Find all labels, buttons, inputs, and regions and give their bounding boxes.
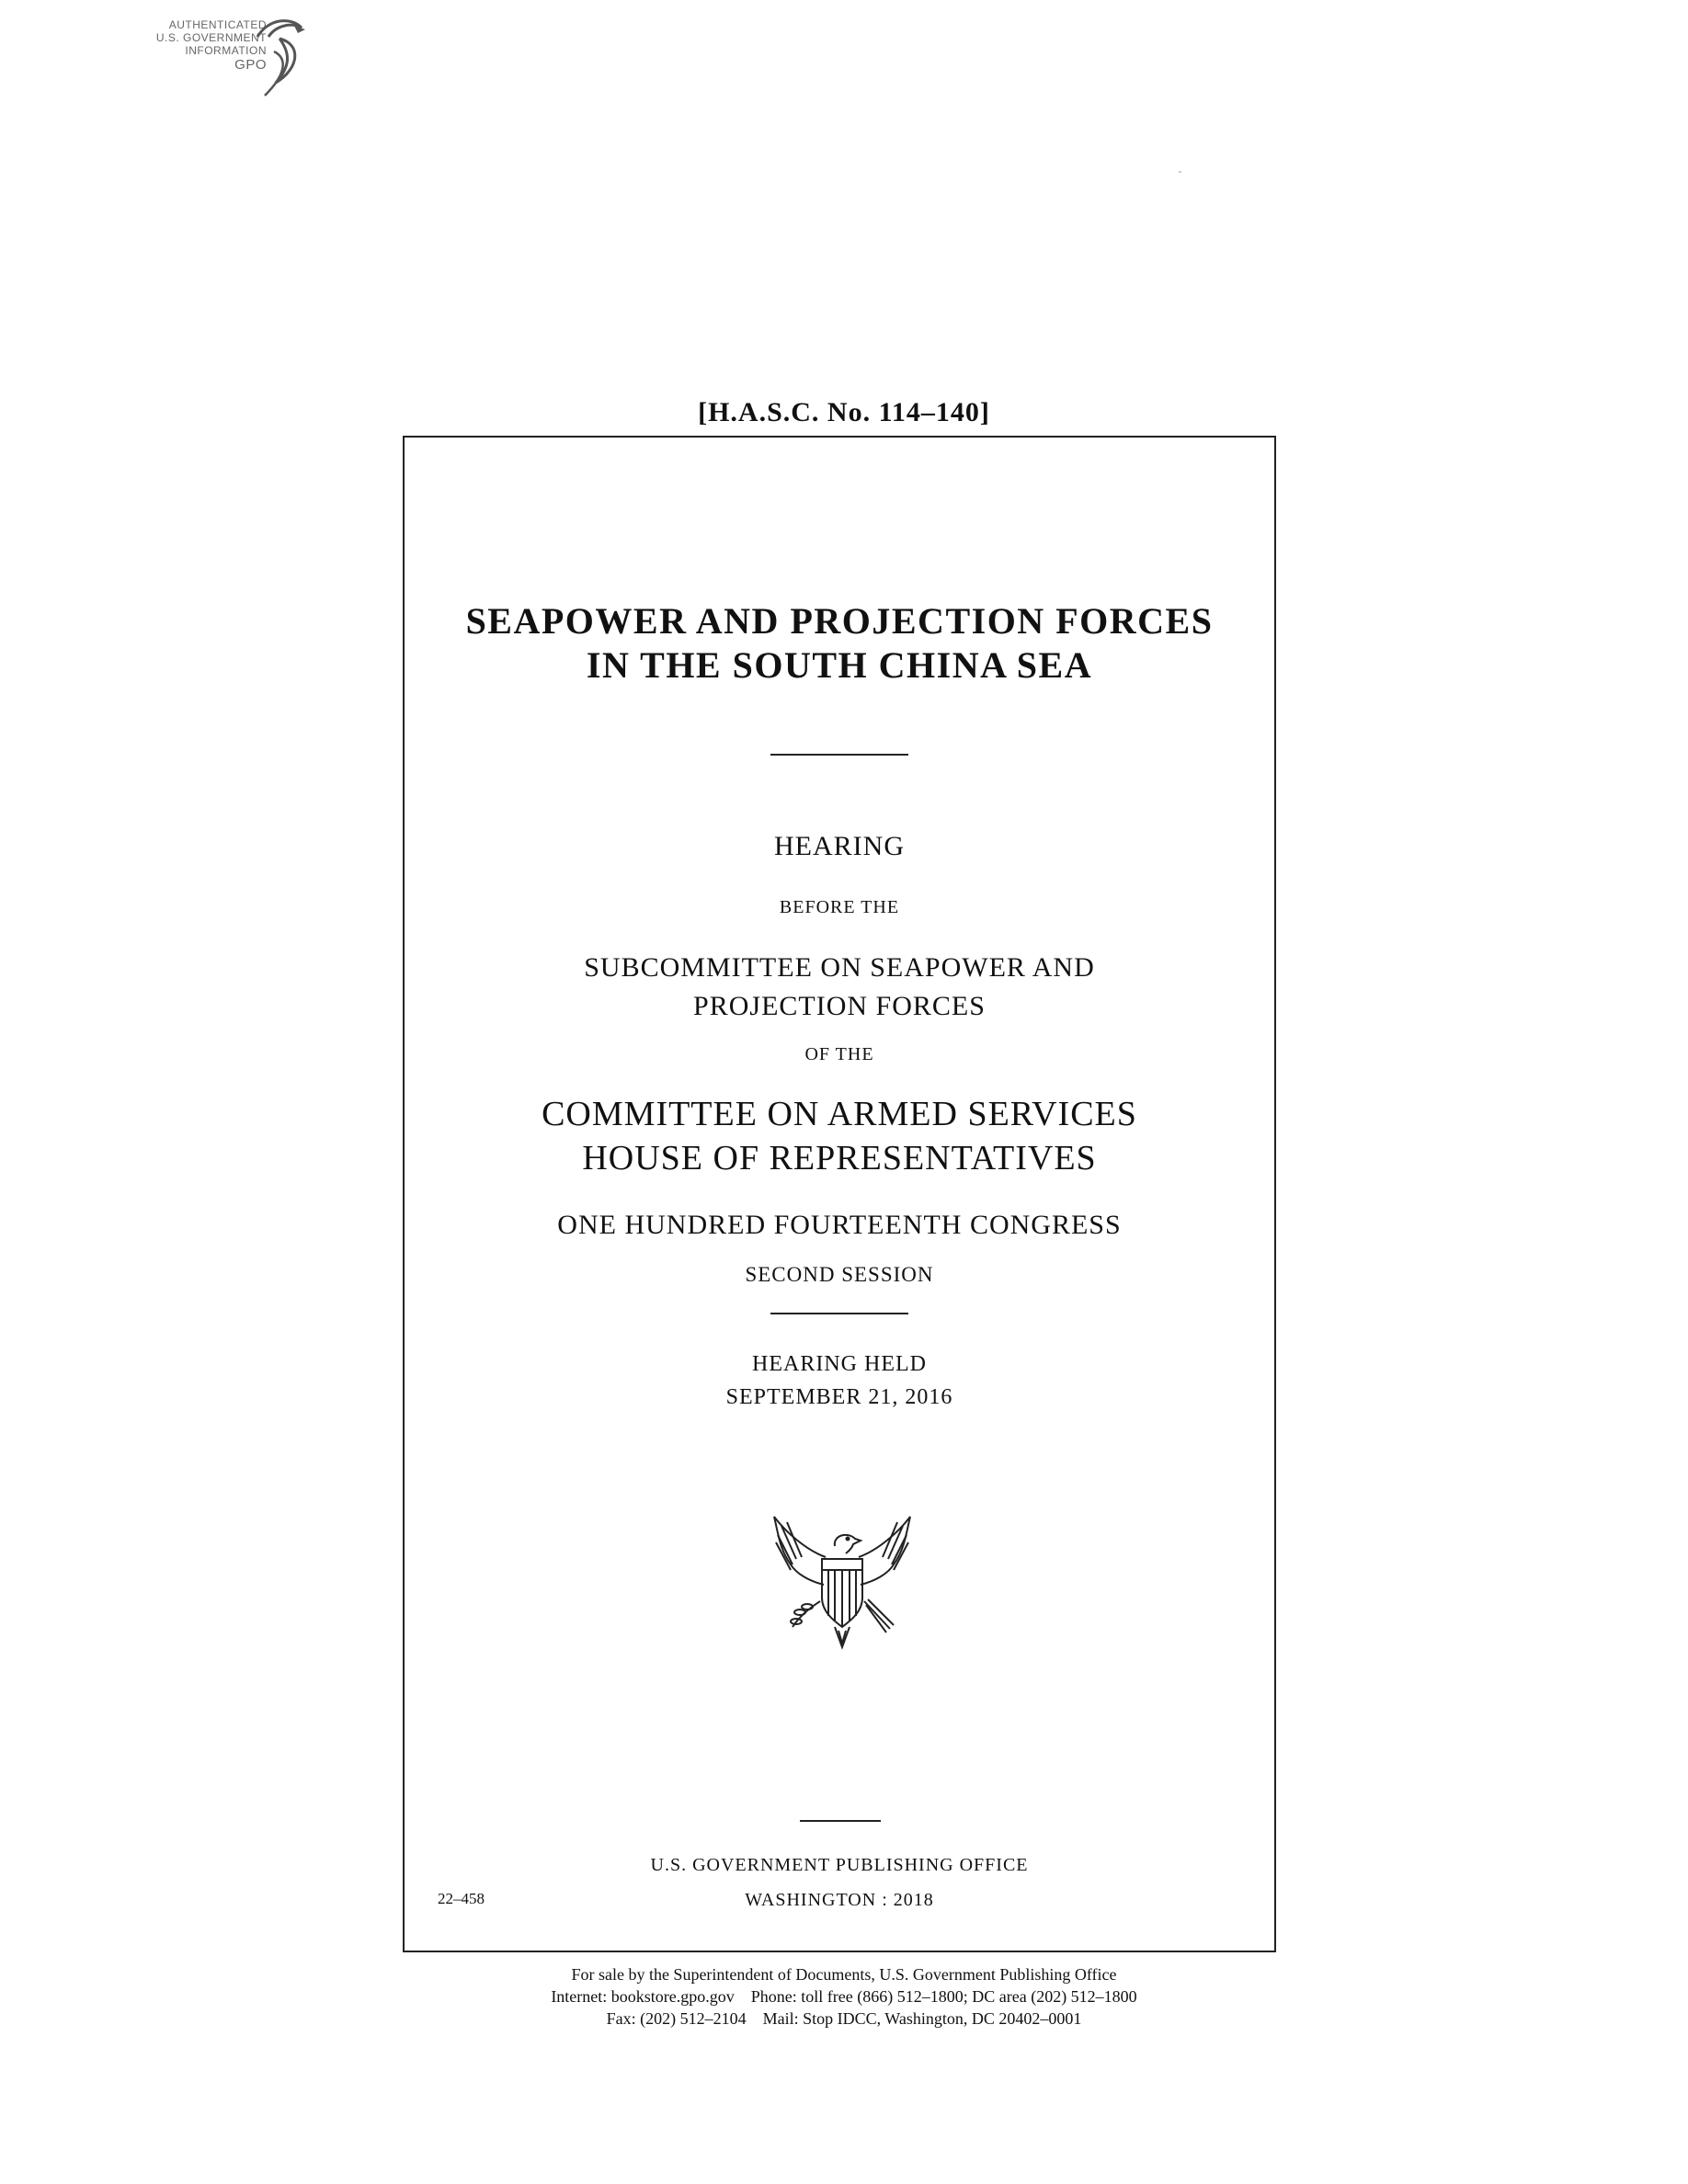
hearing-label: HEARING [774, 831, 905, 861]
footer-line1: For sale by the Superintendent of Documents, U.S. Government Publishing Office [571, 1965, 1117, 1984]
gpo-logo-mark: GPO [234, 57, 267, 73]
jacket-number: 22–458 [438, 1890, 485, 1907]
divider-rule [800, 1820, 881, 1822]
committee-line1: COMMITTEE ON ARMED SERVICES [542, 1095, 1137, 1133]
divider-rule [770, 754, 908, 756]
subcommittee-line2: PROJECTION FORCES [693, 991, 986, 1021]
sales-information-footer [0, 1963, 1688, 2030]
hearing-title-line1: SEAPOWER AND PROJECTION FORCES [465, 600, 1214, 642]
gpo-eagle-swoosh-icon [248, 11, 313, 99]
committee-line2: HOUSE OF REPRESENTATIVES [582, 1139, 1097, 1177]
subcommittee-line1: SUBCOMMITTEE ON SEAPOWER AND [584, 952, 1095, 983]
subcommittee-name [405, 949, 1274, 1026]
hearing-date: SEPTEMBER 21, 2016 [725, 1385, 953, 1409]
hearing-held-block [405, 1348, 1274, 1414]
gpo-authentication-logo [138, 11, 322, 99]
publisher-name: U.S. GOVERNMENT PUBLISHING OFFICE [650, 1855, 1029, 1875]
scan-speck [1179, 171, 1181, 173]
gpo-logo-line3: INFORMATION [185, 44, 267, 57]
hearing-held-label: HEARING HELD [752, 1352, 927, 1376]
hasc-series-number: [H.A.S.C. No. 114–140] [698, 397, 990, 427]
congress-label: ONE HUNDRED FOURTEENTH CONGRESS [557, 1210, 1122, 1240]
gpo-logo-line2: U.S. GOVERNMENT [155, 31, 267, 44]
footer-line3: Fax: (202) 512–2104 Mail: Stop IDCC, Washington, DC 20402–0001 [606, 2009, 1082, 2028]
of-the-label: OF THE [804, 1044, 874, 1064]
gpo-logo-line1: AUTHENTICATED [168, 18, 267, 31]
hearing-title [405, 599, 1274, 688]
footer-line2: Internet: bookstore.gpo.gov Phone: toll free (866) 512–1800; DC area (202) 512–1800 [551, 1987, 1137, 2006]
great-seal-eagle-icon [769, 1513, 916, 1651]
session-label: SECOND SESSION [745, 1263, 934, 1286]
publication-location-year: WASHINGTON : 2018 [745, 1890, 934, 1910]
hearing-title-line2: IN THE SOUTH CHINA SEA [586, 644, 1093, 686]
divider-rule [770, 1313, 908, 1314]
committee-name [405, 1092, 1274, 1180]
title-page-frame [403, 436, 1276, 1952]
gpo-logo-text [138, 18, 267, 72]
before-the-label: BEFORE THE [779, 897, 900, 917]
